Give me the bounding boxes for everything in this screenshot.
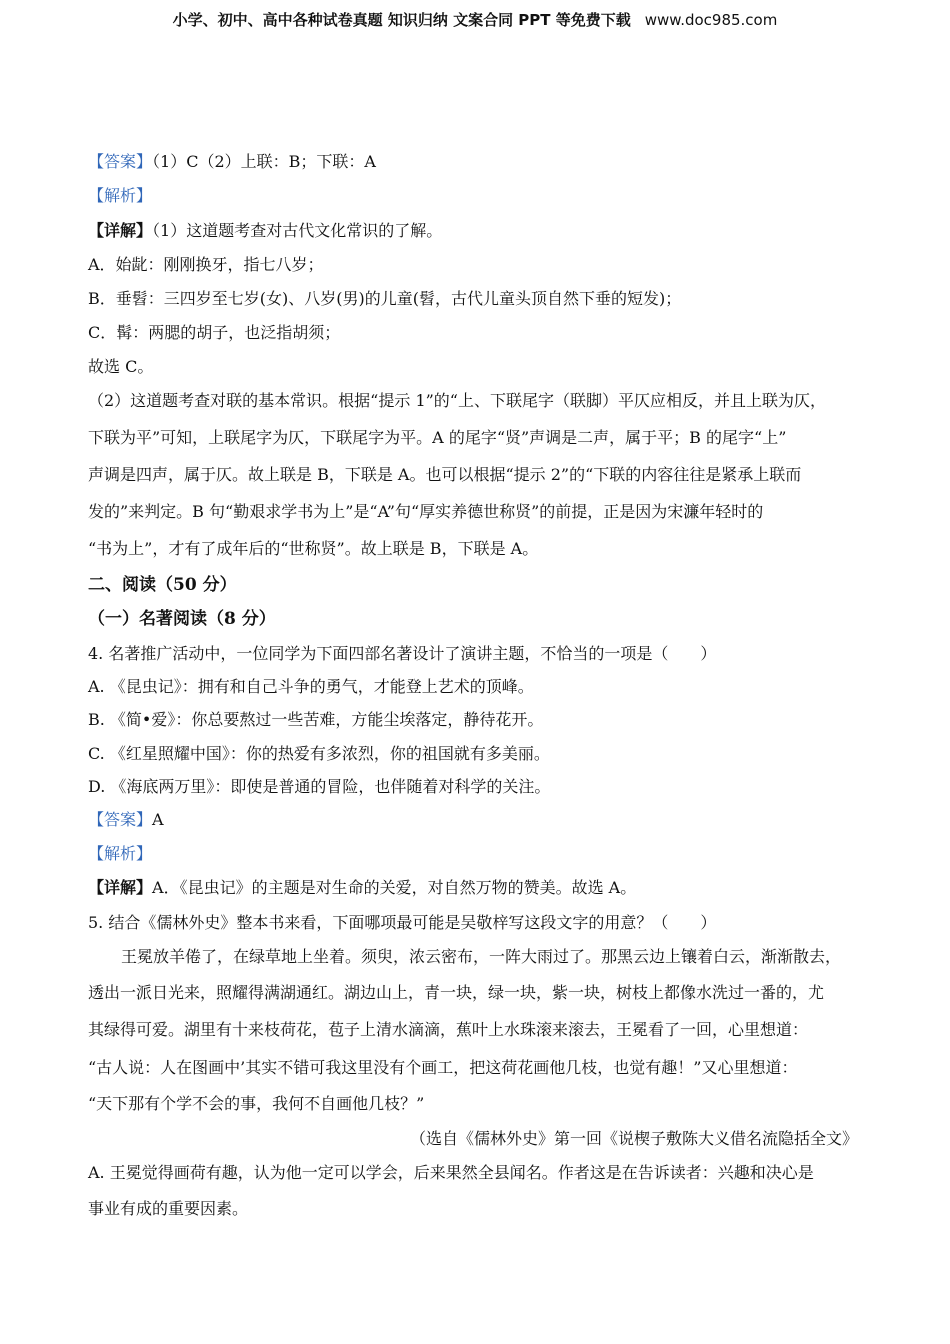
q5-passage-line: 王冕放羊倦了，在绿草地上坐着。须臾，浓云密布，一阵大雨过了。那黑云边上镶着白云，渐渐散去， bbox=[121, 947, 842, 966]
q4-answer-text: A bbox=[152, 810, 164, 829]
q3-option-a: A．始龀：刚刚换牙，指七八岁； bbox=[88, 255, 324, 274]
q5-source: （选自《儒林外史》第一回《说楔子敷陈大义借名流隐括全文》 bbox=[409, 1129, 858, 1148]
answer-tag: 【答案】 bbox=[88, 152, 153, 171]
q3-answer-text: （1）C（2）上联：B；下联：A bbox=[152, 152, 376, 171]
q5-passage-line: 透出一派日光来，照耀得满湖通红。湖边山上，青一块，绿一块，紫一块，树枝上都像水洗过一番的，尤 bbox=[88, 983, 825, 1002]
q4-analysis-line bbox=[88, 843, 152, 865]
q5-option-a-cont: 事业有成的重要因素。 bbox=[88, 1199, 249, 1218]
q4-option-b: B. 《简•爱》：你总要熬过一些苦难，方能尘埃落定，静待花开。 bbox=[88, 710, 544, 729]
q4-detail-text: A．《昆虫记》的主题是对生命的关爱，对自然万物的赞美。故选 A。 bbox=[152, 878, 637, 897]
q4-option-c: C. 《红星照耀中国》：你的热爱有多浓烈，你的祖国就有多美丽。 bbox=[88, 744, 550, 763]
header-slogan: 小学、初中、高中各种试卷真题 知识归纳 文案合同 PPT 等免费下载 bbox=[172, 11, 631, 29]
q4-detail-line bbox=[88, 877, 636, 899]
analysis-tag: 【解析】 bbox=[88, 844, 153, 863]
q5-passage-line: “古人说：人在图画中’其实不错可我这里没有个画工，把这荷花画他几枝，也觉有趣！”又心里想道： bbox=[88, 1058, 798, 1077]
page-header bbox=[0, 9, 950, 31]
q3-analysis-line bbox=[88, 185, 152, 207]
q3-part2-line: 下联为平”可知，上联尾字为仄，下联尾字为平。A 的尾字“贤”声调是二声，属于平；B 的尾字“上” bbox=[88, 428, 787, 447]
q3-part2-line: 声调是四声，属于仄。故上联是 B，下联是 A。也可以根据“提示 2”的“下联的内容往往是紧承上联而 bbox=[88, 465, 802, 484]
q3-part2-line: 发的”来判定。B 句“勤艰求学书为上”是“A”句“厚实养德世称贤”的前提，正是因为宋濂年轻时的 bbox=[88, 502, 764, 521]
q5-option-a: A. 王冕觉得画荷有趣，认为他一定可以学会，后来果然全县闻名。作者这是在告诉读者：兴趣和决心是 bbox=[88, 1163, 814, 1182]
header-site-url: www.doc985.com bbox=[644, 11, 778, 29]
q3-part2-line: （2）这道题考查对联的基本常识。根据“提示 1”的“上、下联尾字（联脚）平仄应相反，并且上联为仄， bbox=[88, 391, 826, 410]
answer-tag: 【答案】 bbox=[88, 810, 153, 829]
detail-tag: 【详解】 bbox=[88, 878, 153, 897]
q3-detail-intro: （1）这道题考查对古代文化常识的了解。 bbox=[152, 221, 443, 240]
q5-passage-line: “天下那有个学不会的事，我何不自画他几枝？” bbox=[88, 1094, 425, 1113]
section-title: 二、阅读（50 分） bbox=[88, 575, 237, 595]
q5-stem: 5. 结合《儒林外史》整本书来看，下面哪项最可能是吴敬梓写这段文字的用意？（ ） bbox=[88, 913, 717, 932]
q4-option-d: D. 《海底两万里》：即使是普通的冒险，也伴随着对科学的关注。 bbox=[88, 777, 551, 796]
q3-part2-line: “书为上”，才有了成年后的“世称贤”。故上联是 B，下联是 A。 bbox=[88, 539, 539, 558]
q3-detail-line bbox=[88, 220, 442, 242]
q3-answer-line bbox=[88, 151, 376, 173]
q4-option-a: A. 《昆虫记》：拥有和自己斗争的勇气，才能登上艺术的顶峰。 bbox=[88, 677, 534, 696]
q4-answer-line bbox=[88, 809, 164, 831]
q3-conclusion: 故选 C。 bbox=[88, 357, 154, 376]
q3-option-c: C．髯：两腮的胡子，也泛指胡须； bbox=[88, 323, 341, 342]
q3-option-b: B．垂髫：三四岁至七岁(女)、八岁(男)的儿童(髫，古代儿童头顶自然下垂的短发)； bbox=[88, 289, 682, 308]
q5-passage-line: 其绿得可爱。湖里有十来枝荷花，苞子上清水滴滴，蕉叶上水珠滚来滚去，王冕看了一回，心里想道： bbox=[88, 1020, 809, 1039]
q4-stem: 4. 名著推广活动中，一位同学为下面四部名著设计了演讲主题，不恰当的一项是（ ） bbox=[88, 644, 717, 663]
section-subtitle: （一）名著阅读（8 分） bbox=[88, 609, 276, 629]
analysis-tag: 【解析】 bbox=[88, 186, 153, 205]
detail-tag: 【详解】 bbox=[88, 221, 153, 240]
